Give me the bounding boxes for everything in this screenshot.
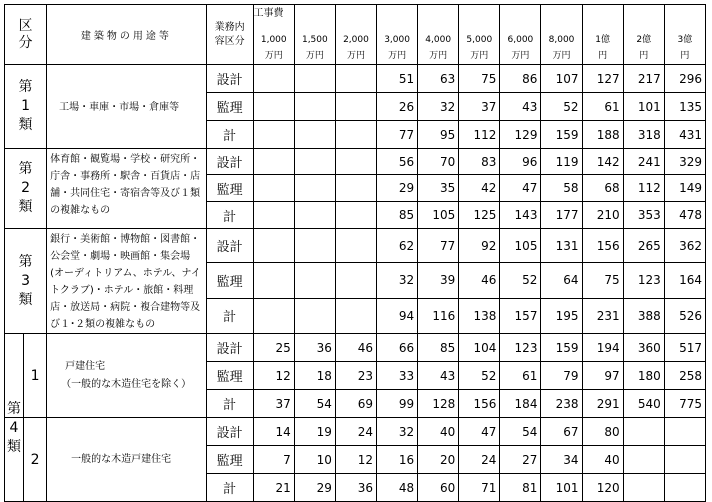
header-kubun: 区分 bbox=[5, 5, 47, 65]
table-row bbox=[5, 418, 706, 446]
fee-cell: 29 bbox=[377, 175, 418, 202]
fee-cell: 19 bbox=[294, 418, 335, 446]
category-label bbox=[5, 229, 47, 334]
subcategory-description bbox=[47, 334, 206, 418]
fee-cell: 142 bbox=[582, 149, 623, 175]
fee-cell: 135 bbox=[664, 93, 705, 121]
fee-cell: 20 bbox=[418, 446, 459, 474]
fee-cell: 131 bbox=[541, 229, 582, 263]
fee-cell: 63 bbox=[418, 65, 459, 93]
fee-cell: 775 bbox=[664, 390, 705, 418]
fee-cell bbox=[623, 446, 664, 474]
fee-cell: 143 bbox=[500, 202, 541, 229]
fee-cell bbox=[335, 121, 376, 149]
fee-cell: 46 bbox=[459, 263, 500, 298]
fee-cell: 85 bbox=[418, 334, 459, 362]
cost-amount: 2,000 bbox=[343, 35, 369, 45]
fee-cell: 149 bbox=[664, 175, 705, 202]
fee-cell bbox=[623, 418, 664, 446]
fee-cell: 42 bbox=[459, 175, 500, 202]
biz-label: 設計 bbox=[206, 418, 253, 446]
fee-cell: 43 bbox=[500, 93, 541, 121]
fee-table bbox=[4, 4, 706, 502]
subcategory-description bbox=[47, 418, 206, 502]
fee-cell: 107 bbox=[541, 65, 582, 93]
table-row bbox=[5, 334, 706, 362]
header-cost-4 bbox=[418, 5, 459, 65]
fee-cell: 164 bbox=[664, 263, 705, 298]
fee-cell bbox=[623, 474, 664, 502]
fee-cell: 86 bbox=[500, 65, 541, 93]
fee-cell: 184 bbox=[500, 390, 541, 418]
fee-cell: 526 bbox=[664, 298, 705, 333]
fee-cell bbox=[664, 418, 705, 446]
header-cost-label: 工事費 bbox=[253, 8, 284, 19]
table-row bbox=[5, 65, 706, 93]
fee-cell bbox=[335, 202, 376, 229]
fee-cell: 64 bbox=[541, 263, 582, 298]
fee-cell: 116 bbox=[418, 298, 459, 333]
header-cost-5 bbox=[459, 5, 500, 65]
fee-cell bbox=[294, 65, 335, 93]
fee-cell: 101 bbox=[623, 93, 664, 121]
cost-unit: 万円 bbox=[388, 51, 407, 61]
fee-cell: 40 bbox=[418, 418, 459, 446]
header-cost-3 bbox=[377, 5, 418, 65]
fee-cell bbox=[664, 474, 705, 502]
fee-cell: 52 bbox=[459, 362, 500, 390]
fee-cell: 47 bbox=[459, 418, 500, 446]
biz-label: 設計 bbox=[206, 149, 253, 175]
fee-cell bbox=[253, 149, 294, 175]
fee-cell bbox=[253, 93, 294, 121]
fee-cell bbox=[253, 229, 294, 263]
fee-cell: 120 bbox=[582, 474, 623, 502]
fee-cell: 7 bbox=[253, 446, 294, 474]
fee-cell: 360 bbox=[623, 334, 664, 362]
fee-cell: 27 bbox=[500, 446, 541, 474]
fee-cell: 318 bbox=[623, 121, 664, 149]
fee-cell bbox=[294, 175, 335, 202]
fee-cell: 26 bbox=[377, 93, 418, 121]
cost-amount: 1,000 bbox=[260, 35, 287, 45]
biz-label: 監理 bbox=[206, 175, 253, 202]
subcategory-number: 1 bbox=[30, 367, 40, 384]
fee-cell: 37 bbox=[459, 93, 500, 121]
fee-cell: 157 bbox=[500, 298, 541, 333]
category-description: 体育館・観覧場・学校・研究所・庁舎・事務所・駅舎・百貨店・店舗・共同住宅・寄宿舎等及び１類の複雑なもの bbox=[47, 149, 206, 229]
fee-cell: 85 bbox=[377, 202, 418, 229]
cost-unit: 円 bbox=[680, 51, 690, 61]
biz-label: 設計 bbox=[206, 334, 253, 362]
header-cost-9 bbox=[623, 5, 664, 65]
fee-cell: 43 bbox=[418, 362, 459, 390]
category-label-text: 第2類 bbox=[18, 161, 33, 215]
header-cost-6 bbox=[500, 5, 541, 65]
fee-cell: 105 bbox=[418, 202, 459, 229]
fee-cell bbox=[253, 263, 294, 298]
fee-cell: 112 bbox=[623, 175, 664, 202]
fee-cell: 104 bbox=[459, 334, 500, 362]
fee-cell: 156 bbox=[459, 390, 500, 418]
fee-cell: 101 bbox=[541, 474, 582, 502]
fee-cell: 329 bbox=[664, 149, 705, 175]
fee-cell: 37 bbox=[253, 390, 294, 418]
fee-cell: 29 bbox=[294, 474, 335, 502]
fee-cell: 25 bbox=[253, 334, 294, 362]
biz-label: 計 bbox=[206, 121, 253, 149]
fee-cell bbox=[294, 229, 335, 263]
fee-cell: 77 bbox=[377, 121, 418, 149]
fee-cell: 97 bbox=[582, 362, 623, 390]
fee-cell: 112 bbox=[459, 121, 500, 149]
fee-cell: 12 bbox=[253, 362, 294, 390]
fee-cell: 127 bbox=[582, 65, 623, 93]
biz-label: 監理 bbox=[206, 93, 253, 121]
header-cost-8 bbox=[582, 5, 623, 65]
fee-cell: 32 bbox=[418, 93, 459, 121]
fee-cell: 52 bbox=[500, 263, 541, 298]
fee-cell bbox=[335, 149, 376, 175]
fee-cell: 431 bbox=[664, 121, 705, 149]
fee-cell: 34 bbox=[541, 446, 582, 474]
biz-label: 設計 bbox=[206, 229, 253, 263]
category-label bbox=[5, 149, 47, 229]
fee-cell: 388 bbox=[623, 298, 664, 333]
category-label-text: 第1類 bbox=[18, 79, 33, 133]
subcategory-number: 2 bbox=[30, 451, 40, 468]
fee-cell: 353 bbox=[623, 202, 664, 229]
fee-cell bbox=[253, 202, 294, 229]
fee-cell: 123 bbox=[623, 263, 664, 298]
fee-cell bbox=[335, 229, 376, 263]
fee-cell: 96 bbox=[500, 149, 541, 175]
fee-cell: 180 bbox=[623, 362, 664, 390]
fee-cell: 265 bbox=[623, 229, 664, 263]
fee-cell: 83 bbox=[459, 149, 500, 175]
fee-cell: 10 bbox=[294, 446, 335, 474]
fee-cell bbox=[253, 65, 294, 93]
fee-cell: 195 bbox=[541, 298, 582, 333]
fee-cell: 24 bbox=[459, 446, 500, 474]
fee-cell: 217 bbox=[623, 65, 664, 93]
fee-cell: 188 bbox=[582, 121, 623, 149]
fee-cell: 61 bbox=[500, 362, 541, 390]
fee-cell: 129 bbox=[500, 121, 541, 149]
fee-cell: 56 bbox=[377, 149, 418, 175]
category-4-strip bbox=[5, 418, 24, 501]
subcategory-description-line2: （一般的な木造住宅を除く） bbox=[61, 378, 192, 390]
fee-cell: 105 bbox=[500, 229, 541, 263]
fee-cell: 36 bbox=[335, 474, 376, 502]
fee-cell: 241 bbox=[623, 149, 664, 175]
subcategory-cell bbox=[5, 418, 47, 502]
biz-label: 計 bbox=[206, 202, 253, 229]
fee-cell: 238 bbox=[541, 390, 582, 418]
fee-cell: 194 bbox=[582, 334, 623, 362]
fee-cell: 177 bbox=[541, 202, 582, 229]
fee-cell: 159 bbox=[541, 121, 582, 149]
fee-cell: 159 bbox=[541, 334, 582, 362]
fee-cell: 21 bbox=[253, 474, 294, 502]
fee-cell: 60 bbox=[418, 474, 459, 502]
fee-cell: 258 bbox=[664, 362, 705, 390]
fee-cell bbox=[335, 93, 376, 121]
fee-cell: 33 bbox=[377, 362, 418, 390]
header-biz: 業務内容区分 bbox=[206, 5, 253, 65]
subcategory-description-line1: 一般的な木造戸建住宅 bbox=[71, 453, 172, 465]
header-use: 建築物の用途等 bbox=[47, 5, 206, 65]
cost-amount: 3億 bbox=[677, 35, 693, 45]
fee-cell: 24 bbox=[335, 418, 376, 446]
fee-cell: 156 bbox=[582, 229, 623, 263]
cost-amount: 3,000 bbox=[384, 35, 410, 45]
fee-cell: 52 bbox=[541, 93, 582, 121]
fee-cell: 138 bbox=[459, 298, 500, 333]
category-label-text: 第4類 bbox=[7, 401, 21, 455]
cost-amount: 5,000 bbox=[466, 35, 493, 45]
fee-cell: 36 bbox=[294, 334, 335, 362]
fee-cell: 18 bbox=[294, 362, 335, 390]
fee-cell: 80 bbox=[582, 418, 623, 446]
fee-cell: 94 bbox=[377, 298, 418, 333]
biz-label: 監理 bbox=[206, 446, 253, 474]
table-row bbox=[5, 149, 706, 175]
fee-cell: 79 bbox=[541, 362, 582, 390]
fee-cell: 58 bbox=[541, 175, 582, 202]
fee-cell: 32 bbox=[377, 263, 418, 298]
cost-amount: 8,000 bbox=[548, 35, 575, 45]
cost-unit: 万円 bbox=[470, 51, 489, 61]
fee-cell: 296 bbox=[664, 65, 705, 93]
biz-label: 計 bbox=[206, 390, 253, 418]
biz-label: 計 bbox=[206, 298, 253, 333]
fee-cell: 540 bbox=[623, 390, 664, 418]
fee-cell: 51 bbox=[377, 65, 418, 93]
cost-unit: 万円 bbox=[305, 51, 324, 61]
header-cost-2 bbox=[335, 5, 376, 65]
fee-cell: 14 bbox=[253, 418, 294, 446]
fee-cell: 54 bbox=[294, 390, 335, 418]
fee-cell: 362 bbox=[664, 229, 705, 263]
cost-amount: 4,000 bbox=[425, 35, 452, 45]
fee-cell: 67 bbox=[541, 418, 582, 446]
header-row bbox=[5, 5, 706, 65]
fee-cell: 48 bbox=[377, 474, 418, 502]
fee-cell bbox=[335, 175, 376, 202]
biz-label: 監理 bbox=[206, 362, 253, 390]
cost-unit: 万円 bbox=[264, 51, 283, 61]
header-cost-7 bbox=[541, 5, 582, 65]
fee-cell: 61 bbox=[582, 93, 623, 121]
fee-cell bbox=[294, 298, 335, 333]
cost-unit: 円 bbox=[639, 51, 649, 61]
biz-label: 計 bbox=[206, 474, 253, 502]
fee-cell bbox=[335, 65, 376, 93]
fee-cell: 32 bbox=[377, 418, 418, 446]
fee-cell: 40 bbox=[582, 446, 623, 474]
fee-cell: 92 bbox=[459, 229, 500, 263]
fee-cell: 517 bbox=[664, 334, 705, 362]
category-description: 銀行・美術館・博物館・図書館・公会堂・劇場・映画館・集会場(オーディトリアム、ホテル、ナイトクラブ)・ホテル・旅館・料理店・放送局・病院・複合建物等及び１･２類の複雑なもの bbox=[47, 229, 206, 334]
header-cost-10 bbox=[664, 5, 705, 65]
fee-cell bbox=[253, 175, 294, 202]
cost-amount: 2億 bbox=[636, 35, 652, 45]
fee-cell bbox=[294, 202, 335, 229]
fee-cell: 99 bbox=[377, 390, 418, 418]
fee-cell: 66 bbox=[377, 334, 418, 362]
category-label bbox=[5, 65, 47, 149]
fee-cell bbox=[294, 93, 335, 121]
cost-unit: 万円 bbox=[552, 51, 571, 61]
header-cost-1 bbox=[294, 5, 335, 65]
fee-cell bbox=[294, 121, 335, 149]
fee-cell bbox=[664, 446, 705, 474]
fee-cell: 210 bbox=[582, 202, 623, 229]
fee-cell: 95 bbox=[418, 121, 459, 149]
fee-cell: 69 bbox=[335, 390, 376, 418]
fee-cell: 119 bbox=[541, 149, 582, 175]
fee-cell: 16 bbox=[377, 446, 418, 474]
fee-cell: 46 bbox=[335, 334, 376, 362]
cost-amount: 6,000 bbox=[507, 35, 534, 45]
fee-cell: 231 bbox=[582, 298, 623, 333]
fee-cell: 75 bbox=[459, 65, 500, 93]
cost-amount: 1億 bbox=[595, 35, 610, 45]
fee-cell: 71 bbox=[459, 474, 500, 502]
cost-amount: 1,500 bbox=[301, 35, 328, 45]
fee-cell bbox=[335, 298, 376, 333]
fee-cell: 81 bbox=[500, 474, 541, 502]
biz-label: 設計 bbox=[206, 65, 253, 93]
fee-cell: 70 bbox=[418, 149, 459, 175]
fee-cell: 75 bbox=[582, 263, 623, 298]
table-row bbox=[5, 229, 706, 263]
fee-cell: 23 bbox=[335, 362, 376, 390]
fee-cell: 62 bbox=[377, 229, 418, 263]
cost-unit: 円 bbox=[598, 51, 608, 61]
fee-cell: 128 bbox=[418, 390, 459, 418]
category-description: 工場・車庫・市場・倉庫等 bbox=[47, 65, 206, 149]
fee-cell: 125 bbox=[459, 202, 500, 229]
category-4-strip bbox=[5, 334, 24, 455]
biz-label: 監理 bbox=[206, 263, 253, 298]
subcategory-description-line1: 戸建住宅 bbox=[65, 360, 106, 372]
fee-cell: 39 bbox=[418, 263, 459, 298]
fee-cell: 291 bbox=[582, 390, 623, 418]
cost-unit: 万円 bbox=[511, 51, 530, 61]
fee-cell: 478 bbox=[664, 202, 705, 229]
fee-cell: 12 bbox=[335, 446, 376, 474]
cost-unit: 万円 bbox=[346, 51, 365, 61]
category-label-text: 第3類 bbox=[18, 253, 33, 308]
fee-cell: 77 bbox=[418, 229, 459, 263]
fee-cell bbox=[253, 298, 294, 333]
fee-cell: 123 bbox=[500, 334, 541, 362]
cost-unit: 万円 bbox=[429, 51, 448, 61]
fee-cell: 35 bbox=[418, 175, 459, 202]
fee-cell bbox=[253, 121, 294, 149]
fee-cell bbox=[294, 263, 335, 298]
fee-cell: 54 bbox=[500, 418, 541, 446]
fee-cell bbox=[335, 263, 376, 298]
fee-cell bbox=[294, 149, 335, 175]
fee-cell: 68 bbox=[582, 175, 623, 202]
fee-cell: 47 bbox=[500, 175, 541, 202]
subcategory-cell bbox=[5, 334, 47, 455]
